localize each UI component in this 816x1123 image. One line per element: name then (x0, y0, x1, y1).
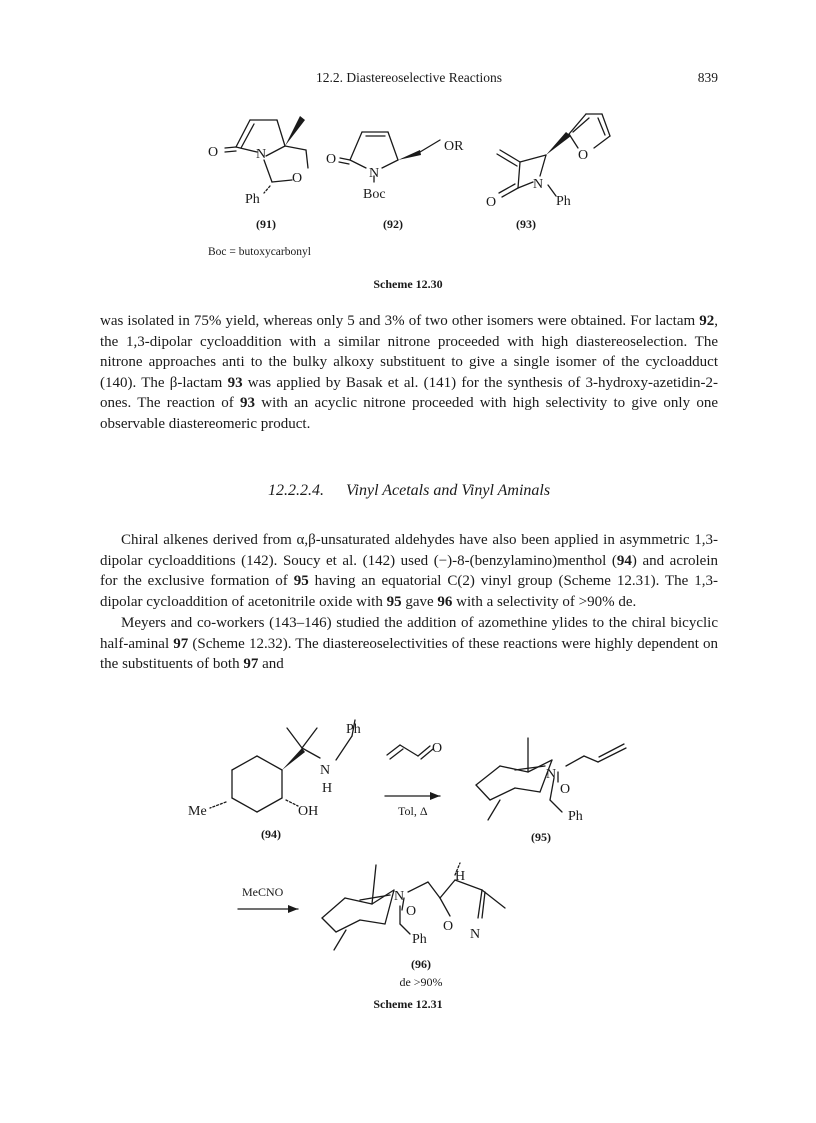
arrow-head-1 (430, 792, 440, 800)
c95-o: O (560, 782, 571, 797)
c94-hashed-me (210, 802, 226, 808)
c92-bond (350, 160, 366, 168)
p3-text-1: Meyers and co-workers (143–146) studied the addition of azomethine ylides to the chiral bicyclic half-aminal (100, 615, 718, 652)
c94-n: N (320, 763, 331, 778)
c94-ring-bond (257, 756, 282, 770)
p1-text-4: with an acyclic nitrone proceeded with high selectivity to give only one observable diastereomeric product. (100, 395, 718, 432)
c91-n: N (256, 147, 267, 162)
c96-isox-double (482, 892, 485, 918)
acrolein-bond (400, 745, 418, 756)
c92-bond-co (339, 162, 349, 164)
compound-94-label: (94) (261, 827, 281, 841)
c96-methyl (334, 930, 346, 950)
c96-o-ring: O (406, 904, 417, 919)
p1-text-2: , the 1,3-dipolar cycloaddition with a similar nitrone proceeded with high diastereoselection. The nitrone approaches anti to the bulky alkoxy substituent to give a single isomer of the cycloadduct (140). The β-lactam (100, 313, 718, 391)
running-head-title: 12.2. Diastereoselective Reactions (316, 70, 502, 85)
c94-ring-bond (232, 798, 257, 812)
p1-text-1: was isolated in 75% yield, whereas only 5 and 3% of two other isomers were obtained. For lactam (100, 313, 700, 329)
c91-bond (266, 146, 285, 156)
acrolein-co (418, 746, 430, 756)
p3-text-2: (Scheme 12.32). The diastereoselectivities of these reactions were highly dependent on the substituents of both (100, 635, 718, 673)
c96-gem-methyl (360, 895, 390, 900)
c91-ph: Ph (245, 192, 260, 207)
c94-hashed-oh (286, 800, 298, 806)
c91-bond (306, 150, 308, 168)
p2-compound-ref: 94 (616, 552, 632, 569)
page-number: 839 (697, 70, 718, 85)
c94-bond-nch2 (336, 736, 352, 760)
c96-bond (408, 882, 428, 892)
p1-compound-ref: 93 (227, 374, 243, 391)
p1-compound-ref: 93 (240, 395, 256, 412)
c93-bond (518, 162, 520, 188)
reaction-conditions: Tol, Δ (398, 804, 428, 818)
scheme-12-31-structures (0, 700, 816, 1000)
c91-bond (236, 147, 257, 152)
p2-compound-ref: 95 (293, 573, 309, 590)
c93-bond (500, 150, 520, 162)
c96-isox-bond (440, 880, 455, 898)
c91-bond-co (225, 151, 236, 152)
c92-or: OR (444, 139, 464, 154)
p2-text-2: ) and acrolein for the exclusive formation of (100, 552, 718, 590)
c93-furan-bond (569, 114, 586, 134)
c94-oh: OH (298, 804, 319, 819)
c93-n: N (533, 177, 544, 192)
p2-text-4: gave (401, 593, 438, 610)
c96-isox-methyl (482, 890, 505, 908)
c96-isox-bond (440, 898, 450, 916)
c91-o-ring: O (292, 171, 303, 186)
c93-furan-bond (602, 114, 610, 136)
paragraph-1 (100, 311, 718, 435)
compound-92-label: (92) (383, 217, 403, 231)
boc-footnote: Boc = butoxycarbonyl (208, 246, 311, 258)
c92-bond-co (340, 158, 350, 160)
c95-vinyl (584, 756, 598, 762)
selectivity-label: de >90% (399, 975, 443, 989)
c93-bond (548, 185, 556, 196)
c94-ring-bond (232, 756, 257, 770)
c94-methyl (302, 728, 317, 748)
c91-bond (285, 146, 306, 150)
c92-wedge-bond (398, 150, 421, 160)
scheme-12-30-caption: Scheme 12.30 (373, 277, 443, 291)
c95-methyl (488, 800, 500, 820)
c96-bond-bnph (400, 924, 410, 934)
c91-hashed-bond (264, 186, 270, 193)
c95-ring-bond (476, 785, 490, 800)
p3-compound-ref: 97 (243, 656, 259, 673)
c91-bond-double (241, 124, 254, 148)
c93-o-furan: O (578, 148, 589, 163)
c96-isox-bond (478, 890, 482, 918)
section-number: 12.2.2.4. (267, 482, 324, 499)
c92-bond (420, 140, 440, 152)
compound-95-label: (95) (531, 830, 551, 844)
compound-93-label: (93) (516, 217, 536, 231)
compound-96-label: (96) (411, 957, 431, 971)
c94-ph: Ph (346, 722, 361, 737)
c95-ring-bond (515, 788, 540, 792)
c93-o-carbonyl: O (486, 195, 497, 210)
c95-n: N (546, 767, 557, 782)
section-heading (100, 482, 718, 500)
c93-ph: Ph (556, 194, 571, 209)
c91-o-carbonyl: O (208, 145, 219, 160)
c92-bond (350, 132, 362, 160)
paragraph-2 (100, 530, 718, 612)
c91-bond (264, 160, 272, 182)
c94-h: H (322, 781, 333, 796)
p1-text-3: was applied by Basak et al. (141) for the synthesis of 3-hydroxy-azetidin-2-ones. The reaction of (100, 374, 718, 412)
p2-compound-ref: 96 (437, 593, 453, 610)
c96-o-isox: O (443, 919, 454, 934)
p2-compound-ref: 95 (386, 593, 402, 610)
c95-bond (566, 756, 584, 766)
c95-ring-bond (476, 766, 500, 785)
reagent-mecno: MeCNO (242, 885, 284, 899)
c91-bond (272, 180, 292, 182)
c96-ring-bond (322, 918, 336, 932)
p2-text-5: with a selectivity of >90% de. (452, 593, 637, 610)
c91-bond (277, 120, 285, 146)
c95-gem-methyl (515, 766, 545, 770)
c96-h: H (455, 869, 466, 884)
c96-ring-bond (336, 920, 360, 932)
section-title: Vinyl Acetals and Vinyl Aminals (345, 482, 551, 499)
c94-methyl (287, 728, 302, 748)
c95-bond-bnph (550, 800, 562, 812)
p3-compound-ref: 97 (173, 635, 189, 652)
compound-91-label: (91) (256, 217, 276, 231)
c92-bond (388, 132, 398, 160)
p2-text-3: having an equatorial C(2) vinyl group (Scheme 12.31). The 1,3-dipolar cycloaddition of acetonitrile oxide with (100, 573, 719, 610)
c92-n: N (369, 166, 380, 181)
scheme-12-30-structures (0, 0, 816, 300)
c92-bond (382, 160, 398, 168)
c93-wedge-bond (546, 132, 571, 155)
c96-bond (428, 882, 440, 898)
c93-bond-double (497, 154, 517, 166)
c95-ring-bond (490, 788, 515, 800)
p1-compound-ref: 92 (699, 313, 715, 329)
c93-bond (520, 155, 546, 162)
paragraph-3 (100, 613, 718, 675)
scheme-12-31-caption: Scheme 12.31 (373, 997, 443, 1011)
c95-ph: Ph (568, 809, 583, 824)
c91-wedge-bond (285, 116, 305, 146)
c96-ring-bond (322, 898, 345, 918)
c96-ring-bond (360, 920, 385, 924)
c96-ph: Ph (412, 932, 427, 947)
c93-furan-bond (594, 136, 610, 148)
c93-bond (540, 155, 546, 176)
c96-n-amine: N (394, 889, 405, 904)
acrolein-o: O (432, 741, 443, 756)
arrow-head-2 (288, 905, 298, 913)
c94-ring-bond (257, 798, 282, 812)
p2-text-1: Chiral alkenes derived from α,β-unsaturated aldehydes have also been applied in asymmetric 1,3-dipolar cycloadditions (142). Soucy et al. (142) used (−)-8-(benzylamino)menthol ( (100, 532, 718, 569)
c93-bond (518, 182, 533, 188)
c94-me: Me (188, 804, 207, 819)
c91-bond-co (225, 147, 236, 148)
c94-bond-cn (302, 748, 320, 758)
c92-boc: Boc (363, 187, 386, 202)
c94-wedge-bond (282, 748, 305, 770)
c96-n-isox: N (470, 927, 481, 942)
c92-o-carbonyl: O (326, 152, 337, 167)
p3-text-3: and (258, 656, 284, 673)
